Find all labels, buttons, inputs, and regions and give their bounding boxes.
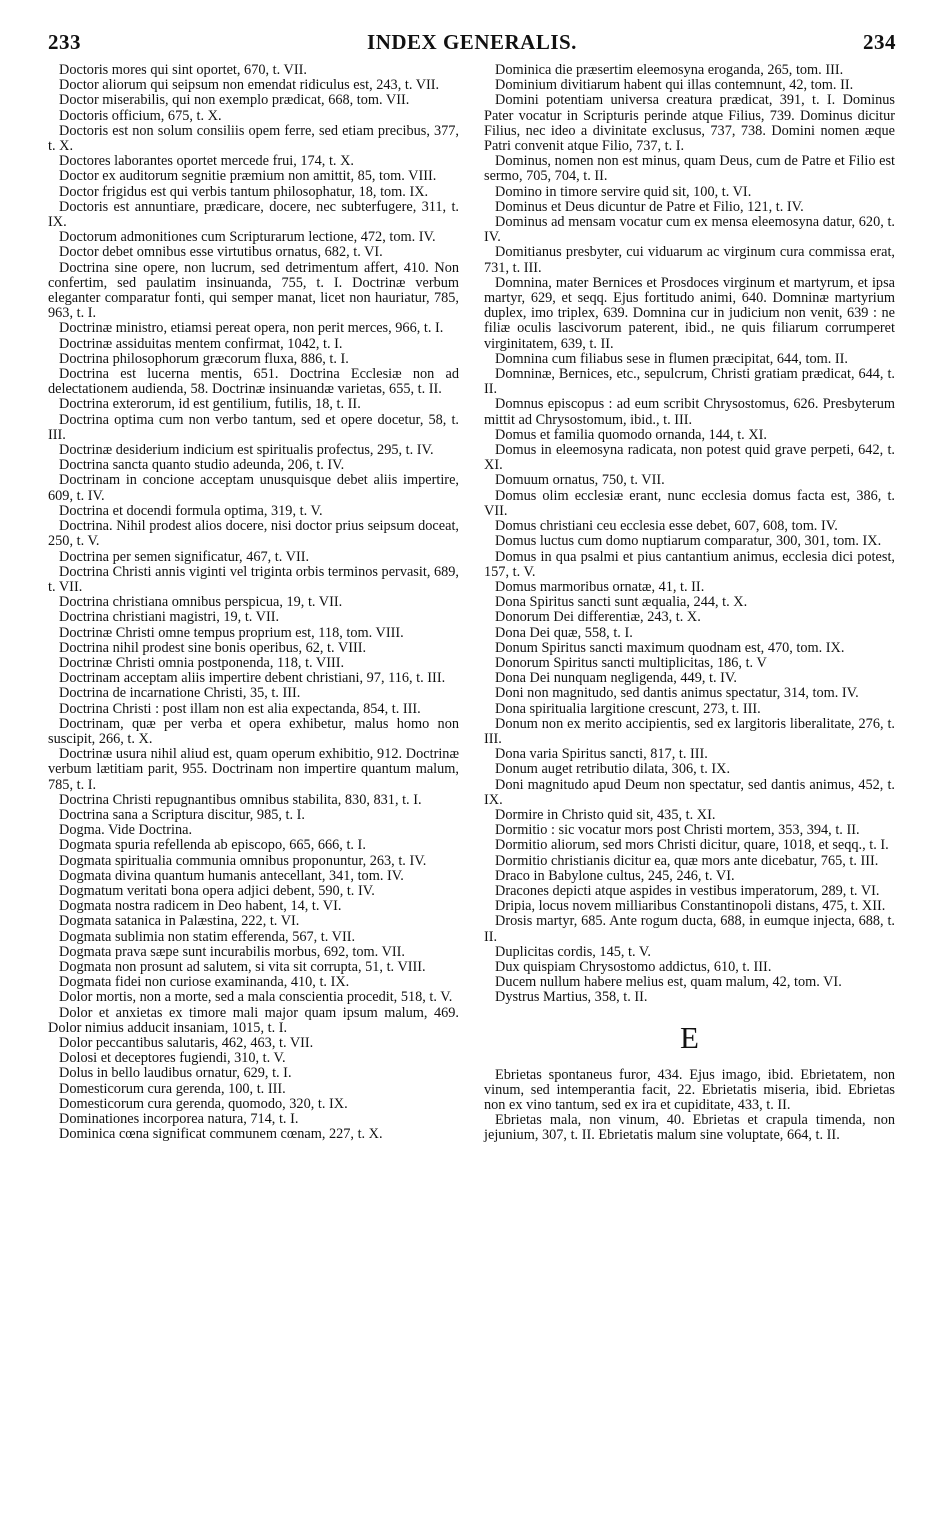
index-entry: Doctrina de incarnatione Christi, 35, t. III. (59, 685, 301, 702)
index-entry: Ebrietas mala, non vinum, 40. Ebrietas et crapula timenda, non jejunium, 307, t. II. Ebrietatis malum sine voluptate, 664, t. II. (484, 1112, 895, 1144)
index-entry: Dogmata divina quantum humanis antecellant, 341, tom. IV. (59, 867, 404, 884)
index-entry: Dormitio aliorum, sed mors Christi dicitur, quare, 1018, et seqq., t. I. (495, 837, 889, 854)
index-entry: Doctrina sine opere, non lucrum, sed detrimentum affert, 410. Non confertim, sed paulatim insinuanda, 755, t. I. Doctrinæ verbum eleganter comparatur fonti, qui semper manat, licet non hauriatur, 785, 963, t. I. (48, 259, 459, 322)
index-entry: Dystrus Martius, 358, t. II. (495, 989, 648, 1006)
index-entry: Doctrina est lucerna mentis, 651. Doctrina Ecclesiæ non ad delectationem audienda, 58. Doctrinæ insinuandæ varietas, 655, t. II. (48, 366, 459, 398)
index-entry: Doctrina christiani magistri, 19, t. VII. (59, 609, 280, 626)
index-entry: Draco in Babylone cultus, 245, 246, t. VI. (495, 867, 735, 884)
index-entry: Dominium divitiarum habent qui illas contemnunt, 42, tom. II. (495, 77, 854, 94)
index-entry: Dona Dei quæ, 558, t. I. (495, 624, 633, 641)
right-column-d-entries (484, 63, 895, 1006)
index-entry: Doctrina. Nihil prodest alios docere, nisi doctor prius seipsum doceat, 250, t. V. (48, 518, 459, 550)
index-entry: Domus et familia quomodo ornanda, 144, t. XI. (495, 426, 767, 443)
index-entry: Doctrina exterorum, id est gentilium, futilis, 18, t. II. (59, 396, 361, 413)
index-entry: Dormire in Christo quid sit, 435, t. XI. (495, 806, 716, 823)
index-entry: Doctores laborantes oportet mercede frui, 174, t. X. (59, 153, 354, 170)
running-title: INDEX GENERALIS. (367, 30, 577, 54)
index-entry: Dominus et Deus dicuntur de Patre et Filio, 121, t. IV. (495, 198, 804, 215)
index-entry: Dogmata sublimia non statim efferenda, 567, t. VII. (59, 928, 356, 945)
index-entry: Dolor et anxietas ex timore mali major quam ipsum malum, 469. Dolor nimius adducit insaniam, 1015, t. I. (48, 1004, 459, 1036)
index-entry: Donorum Dei differentiæ, 243, t. X. (495, 609, 701, 626)
index-entry: Domesticorum cura gerenda, quomodo, 320, t. IX. (59, 1095, 348, 1112)
index-entry: Doctrinæ Christi omnia postponenda, 118, t. VIII. (59, 654, 345, 671)
index-entry: Dominus ad mensam vocatur cum ex mensa eleemosyna datur, 620, t. IV. (484, 214, 895, 246)
index-entry: Doctrina per semen significatur, 467, t. VII. (59, 548, 310, 565)
index-entry: Dogmata nostra radicem in Deo habent, 14, t. VI. (59, 898, 342, 915)
index-entry: Domini potentiam universa creatura prædicat, 391, t. I. Dominus Pater vocatur in Scripturis perinde atque Filius, 739. Dominus dicitur Filius, nec ideo a divinitate exclusus, 737, 738. Domini nomen æque Patri convenit atque Filio, 737, t. I. (484, 92, 895, 155)
index-entry: Domus luctus cum domo nuptiarum comparatur, 300, 301, tom. IX. (495, 533, 882, 550)
page-number-left: 233 (48, 30, 81, 54)
index-entry: Doctrinam acceptam aliis impertire debent christiani, 97, 116, t. III. (59, 670, 446, 687)
index-entry: Dripia, locus novem milliaribus Constantinopoli distans, 475, t. XII. (495, 898, 886, 915)
index-entry: Domuum ornatus, 750, t. VII. (495, 472, 665, 489)
index-entry: Dogmata prava sæpe sunt incurabilis morbus, 692, tom. VII. (59, 943, 405, 960)
index-entry: Dogmata spiritualia communia omnibus proponuntur, 263, t. IV. (59, 852, 427, 869)
index-entry: Doctrina optima cum non verbo tantum, sed et opere docetur, 58, t. III. (48, 411, 459, 443)
index-entry: Doctrinam in concione acceptam unusquisque debet aliis impertire, 609, t. IV. (48, 472, 459, 504)
index-entry: Dogmata non prosunt ad salutem, si vita sit corrupta, 51, t. VIII. (59, 958, 426, 975)
page-header (48, 30, 896, 58)
index-entry: Doctrinæ usura nihil aliud est, quam operum exhibitio, 912. Doctrinæ verbum lætitiam parit, 955. Doctrinam non impertire quantum malum, 785, t. I. (48, 746, 459, 793)
index-entry: Domus in eleemosyna radicata, non potest quid grave perpeti, 642, t. XI. (484, 442, 895, 474)
index-entry: Donum Spiritus sancti maximum quodnam est, 470, tom. IX. (495, 639, 845, 656)
index-entry: Dominus, nomen non est minus, quam Deus, cum de Patre et Filio est sermo, 705, 704, t. II. (484, 153, 895, 185)
index-entry: Dux quispiam Chrysostomo addictus, 610, t. III. (495, 958, 772, 975)
index-entry: Dogmata fidei non curiose examinanda, 410, t. IX. (59, 974, 350, 991)
index-entry: Dormitio christianis dicitur ea, quæ mors ante dicebatur, 765, t. III. (495, 852, 879, 869)
index-entry: Dolor peccantibus salutaris, 462, 463, t. VII. (59, 1035, 314, 1051)
index-entry: Domninæ, Bernices, etc., sepulcrum, Christi gratiam prædicat, 644, t. II. (484, 366, 895, 398)
index-entry: Donum auget retributio dilata, 306, t. IX. (495, 761, 731, 778)
index-entry: Doctrina christiana omnibus perspicua, 19, t. VII. (59, 594, 343, 611)
index-entry: Doctoris officium, 675, t. X. (59, 107, 222, 124)
index-entry: Domus christiani ceu ecclesia esse debet, 607, 608, tom. IV. (495, 518, 838, 535)
index-entry: Domino in timore servire quid sit, 100, t. VI. (495, 183, 752, 200)
index-entry: Doctrinæ desiderium indicium est spiritualis profectus, 295, t. IV. (59, 442, 434, 459)
index-entry: Doctor aliorum qui seipsum non emendat ridiculus est, 243, t. VII. (59, 77, 440, 94)
index-entry: Doctrinæ assiduitas mentem confirmat, 1042, t. I. (59, 335, 343, 352)
index-entry: Doctoris mores qui sint oportet, 670, t. VII. (59, 62, 307, 78)
section-letter: E (680, 1019, 699, 1055)
index-entry: Doctor debet omnibus esse virtutibus ornatus, 682, t. VI. (59, 244, 383, 261)
index-entry: Domnus episcopus : ad eum scribit Chrysostomus, 626. Presbyterum mittit ad Chrysostomum, ibid., t. III. (484, 396, 895, 428)
index-entry: Domus marmoribus ornatæ, 41, t. II. (495, 578, 705, 595)
index-entry: Dona spiritualia largitione crescunt, 273, t. III. (495, 700, 761, 717)
index-entry: Drosis martyr, 685. Ante rogum ducta, 688, in eumque injecta, 688, t. II. (484, 913, 895, 945)
left-column (48, 63, 459, 1142)
index-entry: Doctrina Christi repugnantibus omnibus stabilita, 830, 831, t. I. (59, 791, 422, 808)
index-entry: Dona varia Spiritus sancti, 817, t. III. (495, 746, 708, 763)
index-entry: Ebrietas spontaneus furor, 434. Ejus imago, ibid. Ebrietatem, non vinum, sed intemperantia facit, 22. Ebrietatis miseria, ibid. Ebrietas non ex vino tantum, sed ex ira et cupiditate, 433, t. II. (484, 1066, 895, 1113)
right-column-e-entries (484, 1068, 895, 1144)
index-entry: Duplicitas cordis, 145, t. V. (495, 943, 651, 960)
index-entry: Donorum Spiritus sancti multiplicitas, 186, t. V (495, 654, 767, 671)
index-entry: Domus olim ecclesiæ erant, nunc ecclesia domus facta est, 386, t. VII. (484, 487, 895, 519)
index-entry: Doctoris est annuntiare, prædicare, docere, nec subterfugere, 311, t. IX. (48, 198, 459, 231)
index-entry: Doctrina sana a Scriptura discitur, 985, t. I. (59, 806, 305, 823)
index-entry: Dona Spiritus sancti sunt æqualia, 244, t. X. (495, 594, 748, 611)
index-entry: Doctrina sancta quanto studio adeunda, 206, t. IV. (59, 457, 345, 474)
index-entry: Dona Dei nunquam negligenda, 449, t. IV. (495, 670, 737, 687)
index-entry: Dogmata spuria refellenda ab episcopo, 665, 666, t. I. (59, 837, 366, 854)
index-entry: Dolosi et deceptores fugiendi, 310, t. V. (59, 1050, 286, 1067)
index-entry: Doctor frigidus est qui verbis tantum philosophatur, 18, tom. IX. (59, 183, 429, 200)
index-entry: Donum non ex merito accipientis, sed ex largitoris liberalitate, 276, t. III. (484, 715, 895, 747)
index-entry: Dominica die præsertim eleemosyna eroganda, 265, tom. III. (495, 62, 844, 78)
index-entry: Dominica cœna significat communem cœnam, 227, t. X. (59, 1126, 383, 1143)
index-entry: Doctor ex auditorum segnitie præmium non amittit, 85, tom. VIII. (59, 168, 437, 185)
index-entry: Dormitio : sic vocatur mors post Christi mortem, 353, 394, t. II. (495, 822, 860, 839)
index-entry: Domnina cum filiabus sese in flumen præcipitat, 644, tom. II. (495, 350, 848, 367)
index-entry: Dolor mortis, non a morte, sed a mala conscientia procedit, 518, t. V. (59, 989, 453, 1006)
index-entry: Doctrina et docendi formula optima, 319, t. V. (59, 502, 323, 519)
index-entry: Domus in qua psalmi et pius cantantium animus, ecclesia dici potest, 157, t. V. (484, 548, 895, 580)
page-number-right: 234 (863, 30, 896, 54)
index-entry: Doctor miserabilis, qui non exemplo prædicat, 668, tom. VII. (59, 92, 410, 109)
index-entry: Doctrinam, quæ per verba et opera exhibetur, malus homo non suscipit, 266, t. X. (48, 715, 459, 747)
index-entry: Domnina, mater Bernices et Prosdoces virginum et martyrum, et ipsa martyr, 629, et seqq. Ejus fortitudo animi, 640. Domninæ martyrium duplex, imo triplex, 639. Domnina cur in judicium non venit, 639 : ne filiæ oculis lascivorum paterent, ibid., ne quis filiarum corrumperet virginitatem, 639, t. II. (484, 274, 895, 352)
right-column (484, 63, 895, 1144)
index-entry: Domesticorum cura gerenda, 100, t. III. (59, 1080, 286, 1097)
index-entry: Doctrinæ Christi omne tempus proprium est, 118, tom. VIII. (59, 624, 404, 641)
index-entry: Dolus in bello laudibus ornatur, 629, t. I. (59, 1065, 292, 1082)
index-entry: Dogmatum veritati bona opera adjici debent, 590, t. IV. (59, 882, 375, 899)
index-entry: Doni magnitudo apud Deum non spectatur, sed dantis animus, 452, t. IX. (484, 776, 895, 808)
index-entry: Doctoris est non solum consiliis opem ferre, sed etiam precibus, 377, t. X. (48, 122, 459, 155)
index-entry: Dogmata satanica in Palæstina, 222, t. VI. (59, 913, 300, 930)
index-entry: Doctrina Christi : post illam non est alia expectanda, 854, t. III. (59, 700, 421, 717)
index-entry: Doctrinæ ministro, etiamsi pereat opera, non perit merces, 966, t. I. (59, 320, 444, 337)
index-entry: Dracones depicti atque aspides in vestibus imperatorum, 289, t. VI. (495, 882, 880, 899)
index-entry: Doni non magnitudo, sed dantis animus spectatur, 314, tom. IV. (495, 685, 859, 702)
index-entry: Doctrina philosophorum græcorum fluxa, 886, t. I. (59, 350, 349, 367)
index-entry: Domitianus presbyter, cui viduarum ac virginum cura commissa erat, 731, t. III. (484, 244, 895, 276)
index-entry: Doctrina Christi annis viginti vel triginta orbis terminos pervasit, 689, t. VII. (48, 563, 459, 595)
index-entry: Ducem nullum habere melius est, quam malum, 42, tom. VI. (495, 974, 842, 991)
index-entry: Doctrina nihil prodest sine bonis operibus, 62, t. VIII. (59, 639, 367, 656)
index-entry: Dominationes incorporea natura, 714, t. I. (59, 1111, 299, 1128)
index-entry: Doctorum admonitiones cum Scripturarum lectione, 472, tom. IV. (59, 229, 436, 246)
index-entry: Dogma. Vide Doctrina. (59, 822, 193, 839)
